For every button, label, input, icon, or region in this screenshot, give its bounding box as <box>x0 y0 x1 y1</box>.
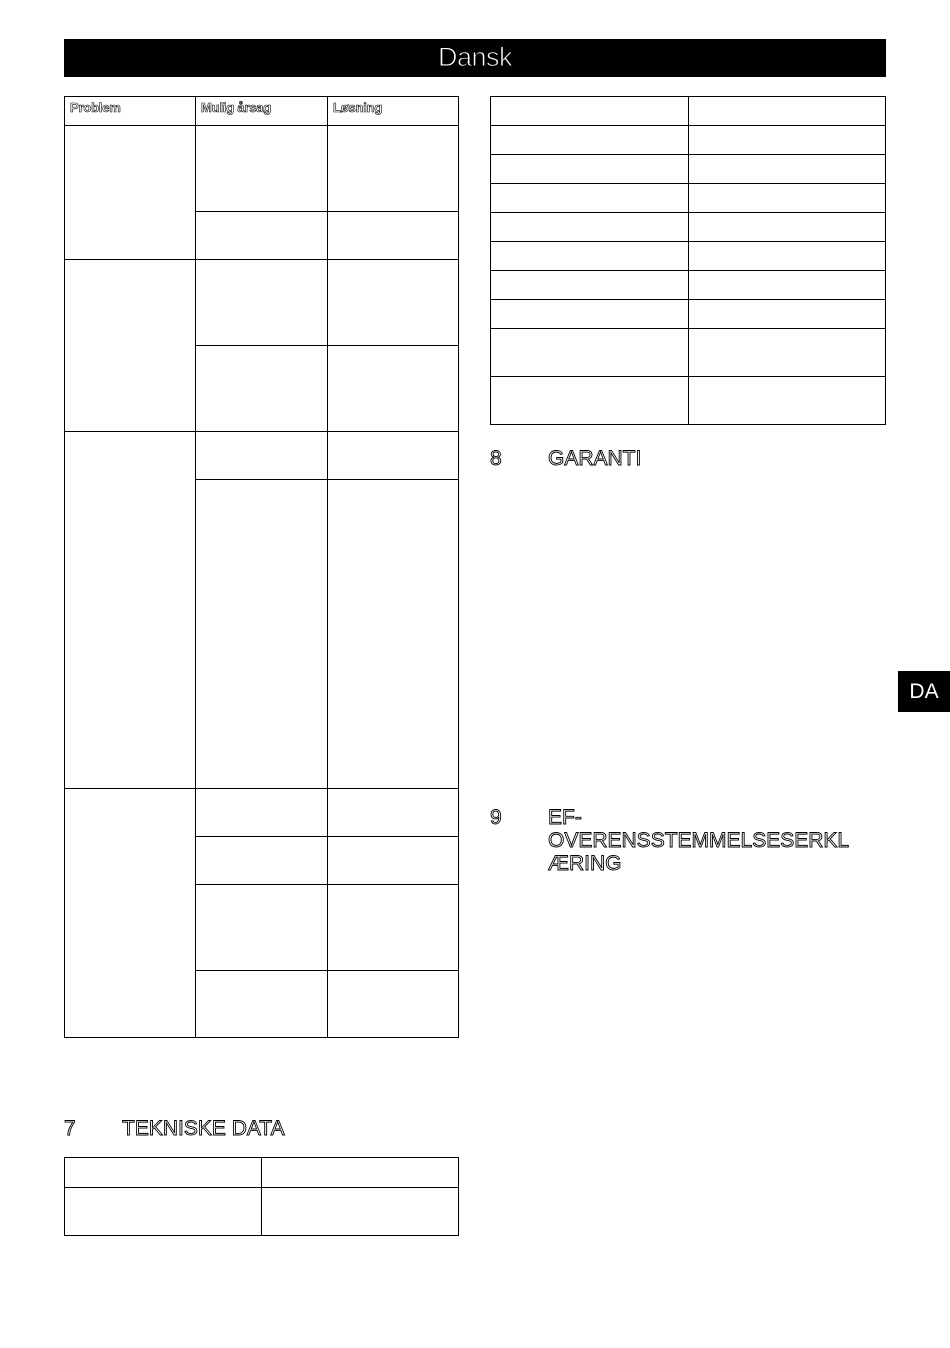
table-cell <box>328 260 459 346</box>
table-cell <box>688 271 886 300</box>
column-header-cause: Mulig årsag <box>196 97 328 126</box>
table-row <box>65 432 459 480</box>
table-cell <box>491 300 689 329</box>
table-cell <box>328 212 459 260</box>
table-cell <box>491 271 689 300</box>
troubleshooting-table <box>64 96 459 1038</box>
table-cell <box>491 184 689 213</box>
tech-data-table-continued <box>490 96 886 425</box>
table-cell <box>688 97 886 126</box>
table-cell <box>491 377 689 425</box>
table-cell <box>491 329 689 377</box>
section-title-line-3: ÆRING <box>548 852 622 875</box>
table-row <box>65 1158 459 1188</box>
table-cell <box>196 126 328 212</box>
section-heading-warranty <box>490 447 886 473</box>
table-cell <box>328 432 459 480</box>
table-row <box>65 789 459 837</box>
table-cell <box>196 971 328 1038</box>
table-cell <box>688 213 886 242</box>
table-row <box>491 242 886 271</box>
table-cell <box>262 1158 459 1188</box>
tech-data-table <box>64 1157 459 1236</box>
table-cell <box>196 260 328 346</box>
table-header-row <box>65 97 459 126</box>
table-row <box>491 97 886 126</box>
table-cell <box>328 126 459 212</box>
table-cell <box>196 789 328 837</box>
table-cell <box>65 432 196 789</box>
table-cell <box>65 260 196 432</box>
table-cell <box>688 242 886 271</box>
table-row <box>491 329 886 377</box>
table-row <box>491 271 886 300</box>
section-title-line-1: EF- <box>548 806 582 829</box>
table-row <box>491 300 886 329</box>
table-cell <box>688 377 886 425</box>
column-header-problem: Problem <box>65 97 196 126</box>
table-cell <box>196 212 328 260</box>
table-cell <box>491 126 689 155</box>
table-cell <box>328 837 459 885</box>
table-row <box>65 126 459 212</box>
table-cell <box>196 837 328 885</box>
table-cell <box>196 346 328 432</box>
table-row <box>65 1188 459 1236</box>
table-row <box>491 213 886 242</box>
column-header-solution: Løsning <box>328 97 459 126</box>
section-title-line-2: OVERENSSTEMMELSESERKL <box>548 829 850 852</box>
table-row <box>491 184 886 213</box>
table-cell <box>196 480 328 789</box>
section-number: 7 <box>64 1117 76 1140</box>
table-row <box>491 126 886 155</box>
table-cell <box>196 432 328 480</box>
table-cell <box>328 789 459 837</box>
table-cell <box>491 242 689 271</box>
table-cell <box>328 346 459 432</box>
section-heading-declaration <box>490 806 886 878</box>
table-cell <box>65 1158 262 1188</box>
table-cell <box>491 213 689 242</box>
table-cell <box>688 329 886 377</box>
table-cell <box>688 300 886 329</box>
table-cell <box>688 184 886 213</box>
table-cell <box>328 885 459 971</box>
table-cell <box>328 480 459 789</box>
table-cell <box>688 155 886 184</box>
table-cell <box>65 1188 262 1236</box>
table-row <box>491 377 886 425</box>
page-title: Dansk <box>64 39 886 77</box>
table-cell <box>688 126 886 155</box>
table-cell <box>262 1188 459 1236</box>
section-title: TEKNISKE DATA <box>122 1117 285 1140</box>
section-title: GARANTI <box>548 447 642 470</box>
section-number: 8 <box>490 447 502 470</box>
section-number: 9 <box>490 806 502 829</box>
section-heading-tech-data <box>64 1117 459 1143</box>
table-row <box>65 260 459 346</box>
table-cell <box>65 789 196 1038</box>
table-cell <box>491 155 689 184</box>
table-cell <box>491 97 689 126</box>
table-row <box>491 155 886 184</box>
table-cell <box>328 971 459 1038</box>
table-cell <box>196 885 328 971</box>
language-tab: DA <box>898 671 950 712</box>
table-cell <box>65 126 196 260</box>
